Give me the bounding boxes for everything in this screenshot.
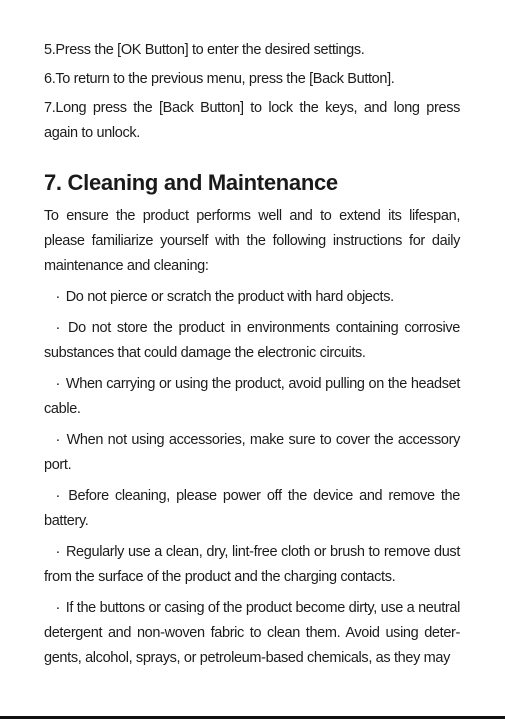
bullet-marker: · (55, 600, 60, 616)
list-item (44, 484, 460, 534)
bullet-text: Do not store the product in environments containing corrosive substances that could damage the electronic circuits. (44, 320, 460, 361)
bullet-text: Before cleaning, please power off the device and remove the battery. (44, 488, 460, 529)
list-item (44, 372, 460, 422)
bullet-marker: · (55, 432, 60, 448)
bullet-marker: · (55, 289, 60, 305)
step-5: 5.Press the [OK Button] to enter the desired settings. (44, 42, 365, 58)
bullet-text: Do not pierce or scratch the product with hard objects. (65, 289, 394, 305)
list-item (44, 596, 460, 671)
bullet-text: When not using accessories, make sure to cover the accessory port. (44, 432, 460, 473)
step-6: 6.To return to the previous menu, press the [Back Button]. (44, 71, 395, 87)
document-page (44, 38, 460, 677)
section-intro: To ensure the product performs well and to extend its lifespan, please familiarize yourself with the following instructions for daily maintenance and cleaning: (44, 208, 460, 274)
bullet-marker: · (55, 320, 60, 336)
bullet-text: Regularly use a clean, dry, lint-free cloth or brush to remove dust from the surface of the product and the charging contacts. (44, 544, 460, 585)
bullet-list (44, 285, 460, 671)
steps-list (44, 38, 460, 146)
step-7: 7.Long press the [Back Button] to lock the keys, and long press again to unlock. (44, 100, 460, 141)
list-item (44, 540, 460, 590)
section-heading: 7. Cleaning and Maintenance (44, 170, 338, 195)
bullet-marker: · (55, 488, 60, 504)
list-item (44, 428, 460, 478)
bullet-marker: · (55, 544, 60, 560)
list-item (44, 316, 460, 366)
list-item (44, 285, 460, 310)
bullet-marker: · (55, 376, 60, 392)
bullet-text: When carrying or using the product, avoid pulling on the headset cable. (44, 376, 460, 417)
bullet-text: If the buttons or casing of the product become dirty, use a neutral detergent and non-woven fabric to clean them. Avoid using deter-gents, alcohol, sprays, or petroleum-based chemicals, as they may (44, 600, 460, 666)
